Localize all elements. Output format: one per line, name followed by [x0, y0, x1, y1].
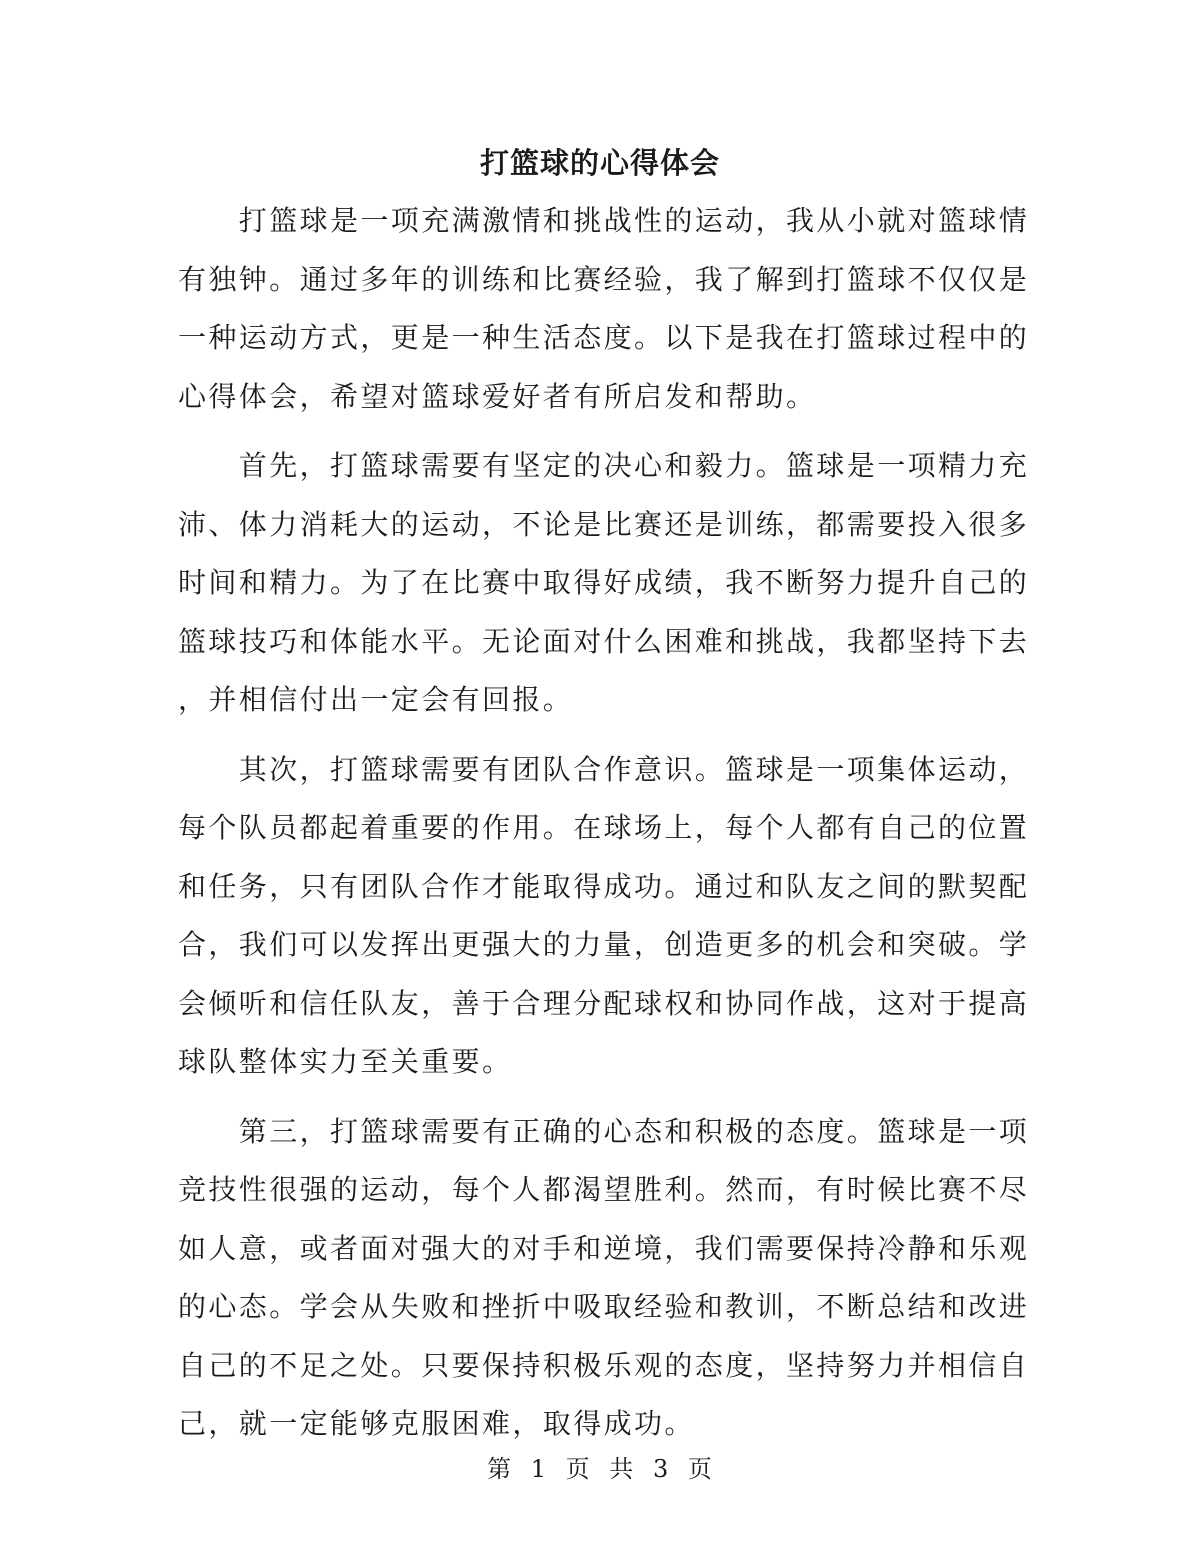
page-number-footer: 第 1 页 共 3 页	[487, 1455, 713, 1483]
paragraph-line: 的心态。学会从失败和挫折中吸取经验和教训，不断总结和改进	[178, 1290, 1030, 1323]
paragraph-line: 一种运动方式，更是一种生活态度。以下是我在打篮球过程中的	[178, 321, 1030, 354]
paragraph-line: 首先，打篮球需要有坚定的决心和毅力。篮球是一项精力充	[178, 449, 1030, 482]
paragraph-line: 自己的不足之处。只要保持积极乐观的态度，坚持努力并相信自	[178, 1348, 1030, 1382]
paragraph-line: 己，就一定能够克服困难，取得成功。	[178, 1407, 695, 1440]
paragraph-line: 有独钟。通过多年的训练和比赛经验，我了解到打篮球不仅仅是	[178, 262, 1030, 296]
document-body	[178, 192, 1030, 1454]
paragraph-line: 时间和精力。为了在比赛中取得好成绩，我不断努力提升自己的	[178, 566, 1030, 599]
paragraph-line: 如人意，或者面对强大的对手和逆境，我们需要保持冷静和乐观	[178, 1231, 1030, 1265]
paragraph-1	[178, 192, 1030, 426]
paragraph-line: 每个队员都起着重要的作用。在球场上，每个人都有自己的位置	[178, 811, 1030, 844]
paragraph-line: 和任务，只有团队合作才能取得成功。通过和队友之间的默契配	[178, 869, 1030, 903]
paragraph-line: 其次，打篮球需要有团队合作意识。篮球是一项集体运动，	[178, 752, 1030, 786]
paragraph-line: 竞技性很强的运动，每个人都渴望胜利。然而，有时候比赛不尽	[178, 1173, 1030, 1206]
paragraph-2	[178, 437, 1030, 730]
paragraph-line: 沛、体力消耗大的运动，不论是比赛还是训练，都需要投入很多	[178, 507, 1030, 541]
paragraph-line: 会倾听和信任队友，善于合理分配球权和协同作战，这对于提高	[178, 986, 1030, 1020]
paragraph-4	[178, 1103, 1030, 1454]
paragraph-line: 球队整体实力至关重要。	[178, 1045, 513, 1078]
paragraph-line: 心得体会，希望对篮球爱好者有所启发和帮助。	[178, 379, 817, 413]
paragraph-line: 篮球技巧和体能水平。无论面对什么困难和挑战，我都坚持下去	[178, 624, 1030, 658]
document-title: 打篮球的心得体会	[479, 146, 720, 180]
paragraph-line: 打篮球是一项充满激情和挑战性的运动，我从小就对篮球情	[178, 204, 1030, 237]
paragraph-line: ，并相信付出一定会有回报。	[178, 683, 574, 716]
paragraph-line: 合，我们可以发挥出更强大的力量，创造更多的机会和突破。学	[178, 928, 1030, 961]
paragraph-3	[178, 741, 1030, 1092]
paragraph-line: 第三，打篮球需要有正确的心态和积极的态度。篮球是一项	[178, 1114, 1030, 1148]
